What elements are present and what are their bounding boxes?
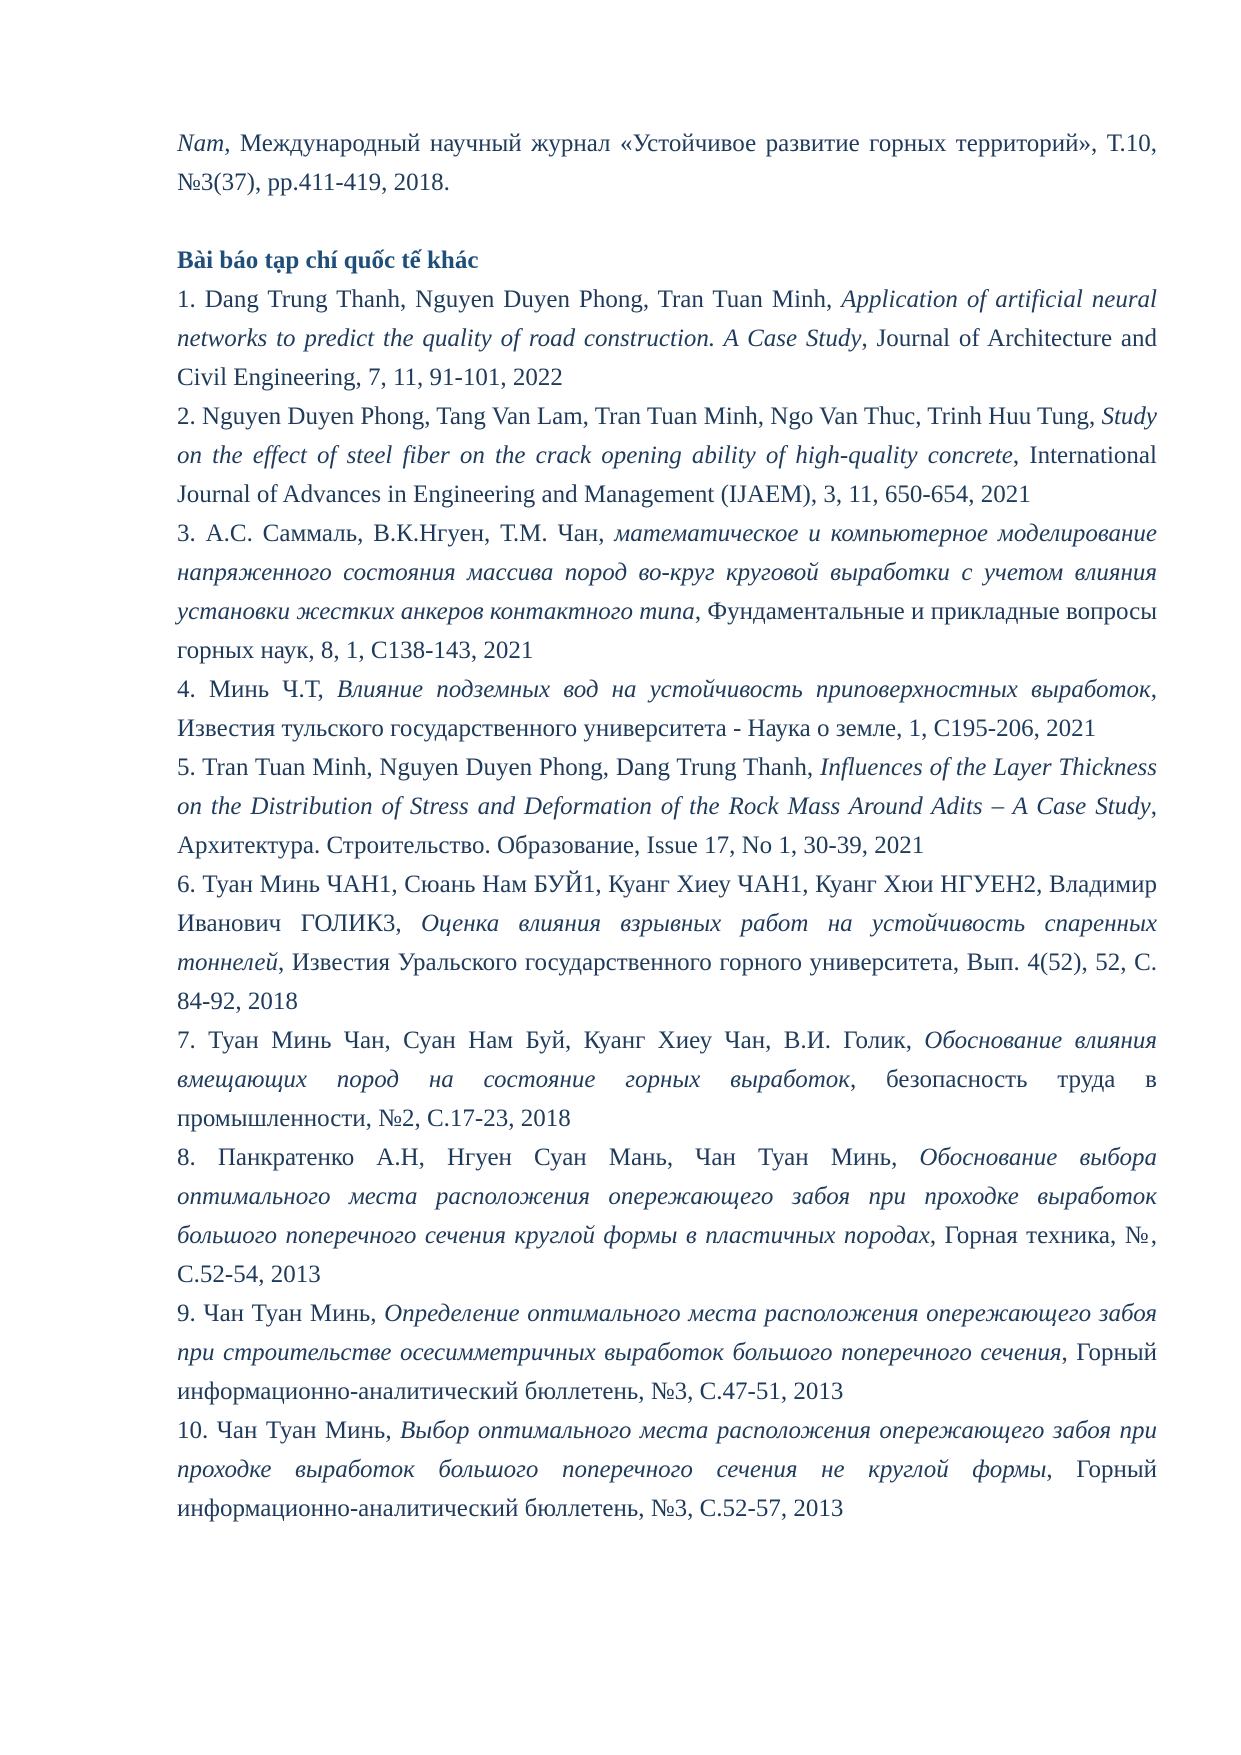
reference-source: , Горный информационно-аналитический бюллетень, №3, С.47-51, 2013 xyxy=(177,1339,1158,1405)
reference-title: Влияние подземных вод на устойчивость приповерхностных выработок xyxy=(336,676,1151,703)
reference-source: , Архитектура. Строительство. Образование, Issue 17, No 1, 30-39, 2021 xyxy=(177,793,1157,859)
document-page xyxy=(177,124,1157,1528)
reference-source: , Journal of Architecture and Civil Engineering, 7, 11, 91-101, 2022 xyxy=(177,325,1157,391)
reference-source: , Горный информационно-аналитический бюллетень, №3, С.52-57, 2013 xyxy=(177,1456,1157,1522)
reference-title: Influences of the Layer Thickness on the Distribution of Stress and Deformation of the Rock Mass Around Adits – A Case Study xyxy=(177,754,1157,820)
reference-authors: 8. Панкратенко А.Н, Нгуен Суан Мань, Чан Туан Минь, xyxy=(177,1144,920,1171)
reference-authors: 4. Минь Ч.Т, xyxy=(177,676,337,703)
reference-authors: 1. Dang Trung Thanh, Nguyen Duyen Phong, Tran Tuan Minh, xyxy=(177,286,842,313)
reference-authors: 6. Туан Минь ЧАН1, Сюань Нам БУЙ1, Куанг Хиеу ЧАН1, Куанг Хюи НГУЕН2, Владимир Иванович ГОЛИК3, xyxy=(177,871,1157,937)
reference-entry-7 xyxy=(177,1021,1157,1138)
reference-entry-2 xyxy=(177,397,1157,514)
reference-source: , безопасность труда в промышленности, №2, С.17-23, 2018 xyxy=(177,1066,1157,1132)
reference-entry-6 xyxy=(177,865,1157,1021)
reference-entry-3 xyxy=(177,514,1157,670)
reference-source: , Горная техника, №, С.52-54, 2013 xyxy=(177,1222,1157,1288)
reference-title: Обоснование влияния вмещающих пород на состояние горных выработок xyxy=(177,1027,1158,1093)
reference-source: , Известия Уральского государственного горного университета, Вып. 4(52), 52, С. 84-92, 2018 xyxy=(177,949,1157,1015)
reference-authors: 2. Nguyen Duyen Phong, Tang Van Lam, Tran Tuan Minh, Ngo Van Thuc, Trinh Huu Tung, xyxy=(177,403,1102,430)
reference-title: Study on the effect of steel fiber on the crack opening ability of high-quality concrete xyxy=(177,403,1157,469)
reference-authors: 3. А.С. Саммаль, В.К.Нгуен, Т.М. Чан, xyxy=(177,520,615,547)
reference-title: Оценка влияния взрывных работ на устойчивость спаренных тоннелей xyxy=(177,910,1157,976)
reference-source: , International Journal of Advances in Engineering and Management (IJAEM), 3, 11, 650-654, 2021 xyxy=(177,442,1157,508)
reference-authors: 7. Туан Минь Чан, Суан Нам Буй, Куанг Хиеу Чан, В.И. Голик, xyxy=(177,1027,925,1054)
reference-title: Обоснование выбора оптимального места расположения опережающего забоя при проходке выработок большого поперечного сечения круглой формы в пластичных породах xyxy=(177,1144,1157,1249)
reference-source: , Известия тульского государственного университета - Наука о земле, 1, С195-206, 2021 xyxy=(177,676,1157,742)
reference-title: Определение оптимального места расположения опережающего забоя при строительстве осесимметричных выработок большого поперечного сечения xyxy=(177,1300,1157,1366)
reference-title: Выбор оптимального места расположения опережающего забоя при проходке выработок большого поперечного сечения не круглой формы xyxy=(177,1417,1157,1483)
reference-title: Application of artificial neural networks to predict the quality of road construction. A Case Study xyxy=(177,286,1158,352)
reference-authors: 9. Чан Туан Минь, xyxy=(177,1300,385,1327)
reference-title: математическое и компьютерное моделирование напряженного состояния массива пород во-круг круговой выработки с учетом влияния установки жестких анкеров контактного типа xyxy=(177,520,1157,625)
continued-reference xyxy=(177,124,1157,202)
reference-authors: 10. Чан Туан Минь, xyxy=(177,1417,400,1444)
reference-authors: 5. Tran Tuan Minh, Nguyen Duyen Phong, Dang Trung Thanh, xyxy=(177,754,820,781)
reference-source: , Международный научный журнал «Устойчивое развитие горных территорий», Т.10, №3(37), pp.411-419, 2018. xyxy=(177,130,1157,196)
reference-entry-1 xyxy=(177,280,1157,397)
reference-source: , Фундаментальные и прикладные вопросы горных наук, 8, 1, С138-143, 2021 xyxy=(177,598,1157,664)
reference-entry-9 xyxy=(177,1294,1157,1411)
reference-entry-5 xyxy=(177,748,1157,865)
reference-entry-4 xyxy=(177,670,1157,748)
reference-title: Nam xyxy=(177,130,225,157)
section-heading: Bài báo tạp chí quốc tế khác xyxy=(177,247,479,274)
reference-entry-10 xyxy=(177,1411,1157,1528)
reference-entry-8 xyxy=(177,1138,1157,1294)
